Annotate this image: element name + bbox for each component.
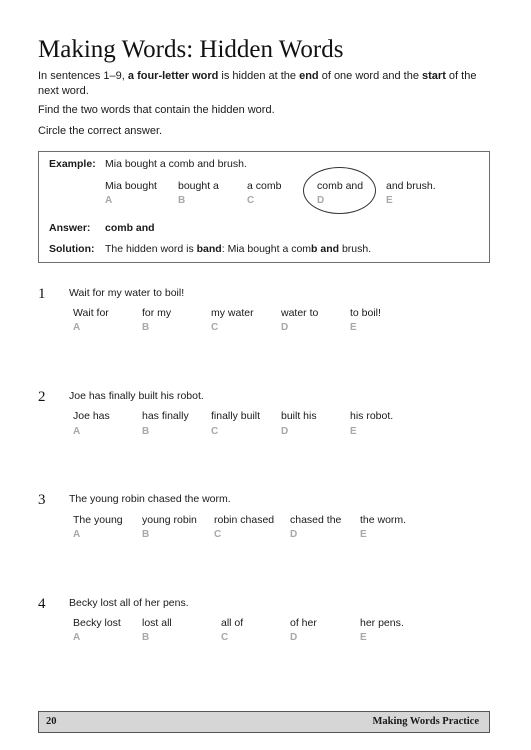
question-4-number: 4 <box>38 596 46 612</box>
q2-option-a[interactable]: Joe has <box>73 410 110 422</box>
q2-option-e-letter: E <box>350 426 357 437</box>
example-option-e-letter: E <box>386 195 393 206</box>
q2-option-d[interactable]: built his <box>281 410 317 422</box>
q3-option-b[interactable]: young robin <box>142 514 197 526</box>
question-1-number: 1 <box>38 286 46 302</box>
q1-option-e-letter: E <box>350 322 357 333</box>
q4-option-e[interactable]: her pens. <box>360 617 404 629</box>
q3-option-e-letter: E <box>360 529 367 540</box>
example-label: Example: <box>49 158 96 170</box>
q3-option-e[interactable]: the worm. <box>360 514 407 526</box>
footer-book-title: Making Words Practice <box>372 716 479 727</box>
answer-label: Answer: <box>49 222 91 234</box>
example-option-c-letter: C <box>247 195 255 206</box>
solution-label: Solution: <box>49 243 95 255</box>
question-3-number: 3 <box>38 492 46 508</box>
answer-value: comb and <box>105 222 155 234</box>
question-3-sentence: The young robin chased the worm. <box>69 493 231 505</box>
example-option-a[interactable]: Mia bought <box>105 180 157 192</box>
q2-option-a-letter: A <box>73 426 81 437</box>
q1-option-d-letter: D <box>281 322 289 333</box>
q3-option-d-letter: D <box>290 529 298 540</box>
instr-text: of the next word. <box>38 70 477 97</box>
q4-option-b[interactable]: lost all <box>142 617 172 629</box>
q2-option-e[interactable]: his robot. <box>350 410 394 422</box>
page-title: Making Words: Hidden Words <box>38 36 344 63</box>
solution-text <box>105 243 371 255</box>
answer-circle <box>303 167 376 214</box>
example-sentence: Mia bought a comb and brush. <box>105 158 247 170</box>
q3-option-b-letter: B <box>142 529 150 540</box>
question-2-number: 2 <box>38 389 46 405</box>
instr-text: is hidden at the <box>218 70 300 82</box>
q1-option-b-letter: B <box>142 322 150 333</box>
instr-text: In sentences 1–9, <box>38 70 128 82</box>
instr-bold: start <box>422 70 446 82</box>
q4-option-c-letter: C <box>221 632 229 643</box>
q1-option-a-letter: A <box>73 322 81 333</box>
q4-option-e-letter: E <box>360 632 367 643</box>
solution-bold: b and <box>311 243 340 255</box>
example-option-d[interactable]: comb and <box>317 180 364 192</box>
instruction-line-3: Circle the correct answer. <box>38 125 163 137</box>
q1-option-a[interactable]: Wait for <box>73 307 109 319</box>
example-option-b-letter: B <box>178 195 186 206</box>
q1-option-d[interactable]: water to <box>281 307 319 319</box>
q4-option-d-letter: D <box>290 632 298 643</box>
q3-option-a[interactable]: The young <box>73 514 123 526</box>
q3-option-c-letter: C <box>214 529 222 540</box>
example-option-d-letter: D <box>317 195 325 206</box>
example-option-c[interactable]: a comb <box>247 180 282 192</box>
q3-option-a-letter: A <box>73 529 81 540</box>
q4-option-a[interactable]: Becky lost <box>73 617 121 629</box>
example-option-e[interactable]: and brush. <box>386 180 436 192</box>
q3-option-c[interactable]: robin chased <box>214 514 275 526</box>
instruction-line-1 <box>38 69 488 99</box>
q2-option-c-letter: C <box>211 426 219 437</box>
q4-option-a-letter: A <box>73 632 81 643</box>
page-footer <box>38 711 490 733</box>
solution-part: The hidden word is <box>105 243 197 255</box>
instr-bold: a four-letter word <box>127 70 219 82</box>
q4-option-d[interactable]: of her <box>290 617 317 629</box>
q2-option-b-letter: B <box>142 426 150 437</box>
q1-option-b[interactable]: for my <box>142 307 172 319</box>
question-1-sentence: Wait for my water to boil! <box>69 287 185 299</box>
question-2-sentence: Joe has finally built his robot. <box>69 390 204 402</box>
q2-option-b[interactable]: has finally <box>142 410 189 422</box>
q4-option-b-letter: B <box>142 632 150 643</box>
question-4-sentence: Becky lost all of her pens. <box>69 597 189 609</box>
instr-bold: end <box>299 70 319 82</box>
footer-page-number: 20 <box>46 716 57 727</box>
instruction-line-2: Find the two words that contain the hidden word. <box>38 104 275 116</box>
instr-text: of one word and the <box>318 70 423 82</box>
q3-option-d[interactable]: chased the <box>290 514 342 526</box>
solution-part: : Mia bought a com <box>221 243 312 255</box>
q2-option-c[interactable]: finally built <box>211 410 261 422</box>
solution-bold: band <box>196 243 222 255</box>
q1-option-c[interactable]: my water <box>211 307 254 319</box>
q1-option-e[interactable]: to boil! <box>350 307 381 319</box>
q2-option-d-letter: D <box>281 426 289 437</box>
q1-option-c-letter: C <box>211 322 219 333</box>
example-option-a-letter: A <box>105 195 113 206</box>
example-option-b[interactable]: bought a <box>178 180 219 192</box>
solution-part: brush. <box>339 243 372 255</box>
q4-option-c[interactable]: all of <box>221 617 244 629</box>
